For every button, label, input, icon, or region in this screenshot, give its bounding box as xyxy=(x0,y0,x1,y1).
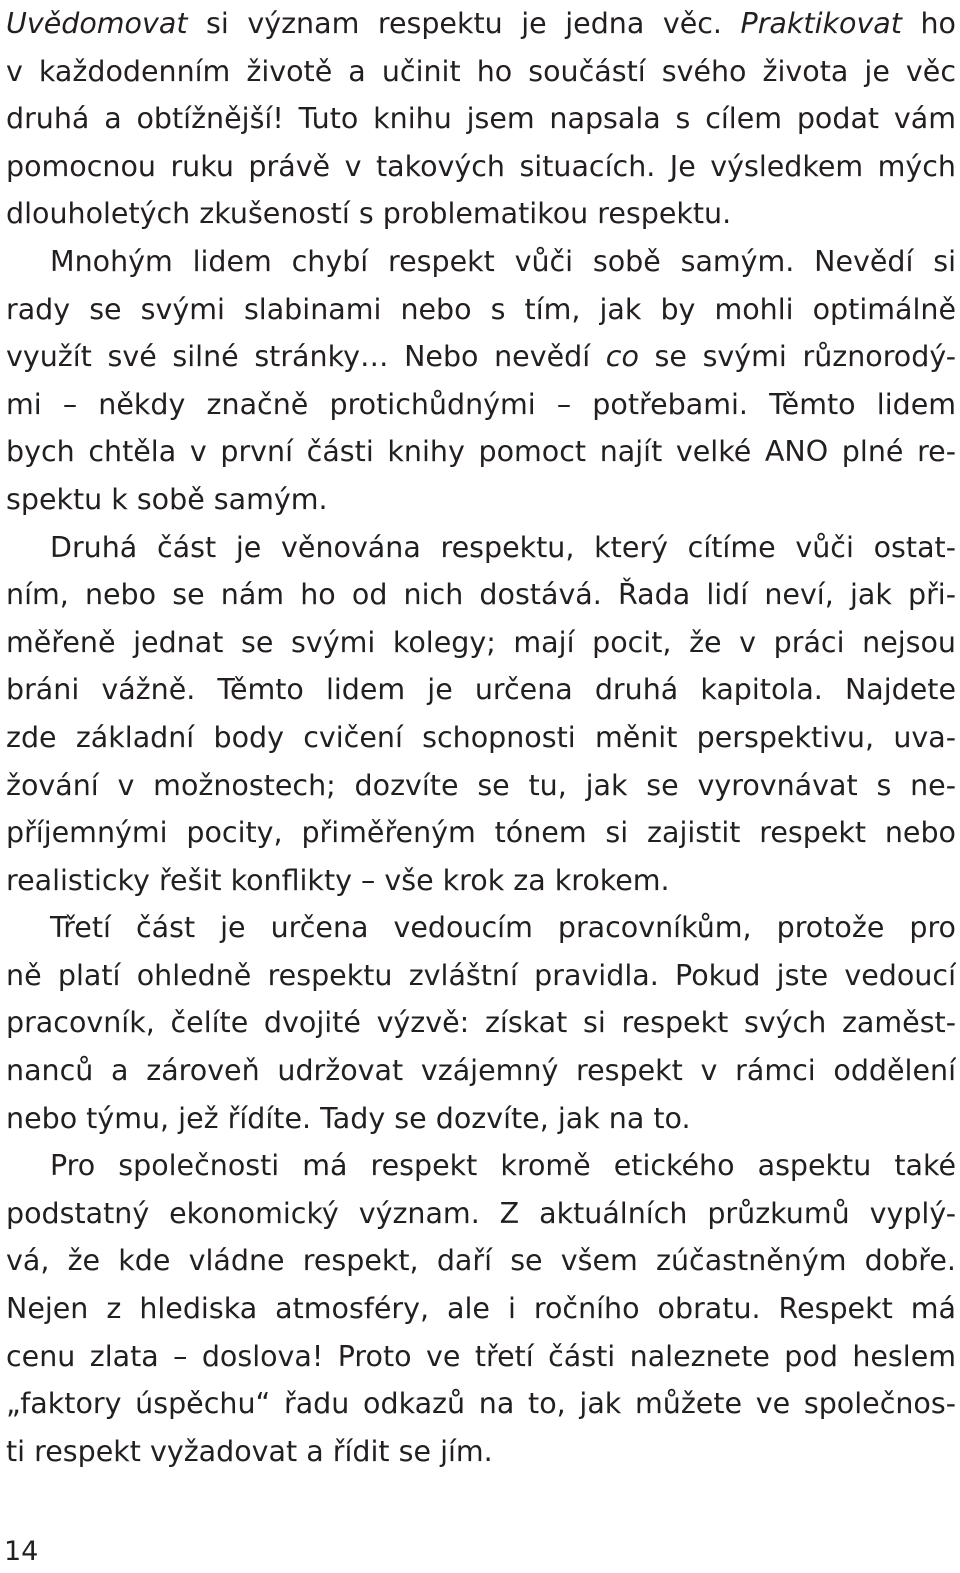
text-line: rady se svými slabinami nebo s tím, jak by mohli optimálně xyxy=(6,292,956,326)
paragraph-3 xyxy=(6,524,956,905)
text-line: měřeně jednat se svými kolegy; mají pocit, že v práci nejsou xyxy=(6,625,956,659)
text-line: zde základní body cvičení schopnosti měnit perspektivu, uva- xyxy=(6,720,956,754)
page-number: 14 xyxy=(4,1536,39,1567)
text-line: ně platí ohledně respektu zvláštní pravidla. Pokud jste vedoucí xyxy=(6,958,956,992)
text-line: „faktory úspěchu“ řadu odkazů na to, jak můžete ve společnos- xyxy=(6,1387,956,1421)
page-body xyxy=(6,0,956,1475)
emphasis: Uvědomovat xyxy=(6,7,188,40)
paragraph-4 xyxy=(6,904,956,1142)
text-line: bych chtěla v první části knihy pomoct najít velké ANO plné re- xyxy=(6,435,956,469)
text-line: Uvědomovat si význam respektu je jedna věc. Praktikovat ho xyxy=(6,7,956,40)
text-line: využít své silné stránky… Nebo nevědí co se svými různorodý- xyxy=(6,340,956,374)
text-line: cenu zlata – doslova! Proto ve třetí části naleznete pod heslem xyxy=(6,1339,956,1373)
text-line: pomocnou ruku právě v takových situacích. Je výsledkem mých xyxy=(6,149,956,183)
emphasis: Praktikovat xyxy=(740,7,902,40)
text-line: mi – někdy značně protichůdnými – potřebami. Těmto lidem xyxy=(6,387,956,421)
text-line: Druhá část je věnována respektu, který cítíme vůči ostat- xyxy=(50,530,956,564)
text-line: Pro společnosti má respekt kromě etického aspektu také xyxy=(50,1149,956,1183)
text-line: žování v možnostech; dozvíte se tu, jak se vyrovnávat s ne- xyxy=(6,768,956,802)
text-line: v každodenním životě a učinit ho součástí svého života je věc xyxy=(6,54,956,88)
text-line: druhá a obtížnější! Tuto knihu jsem napsala s cílem podat vám xyxy=(6,102,956,136)
text-line: spektu k sobě samým. xyxy=(6,482,328,516)
paragraph-2 xyxy=(6,238,956,524)
text-line: realisticky řešit konflikty – vše krok za krokem. xyxy=(6,863,670,897)
text-line: podstatný ekonomický význam. Z aktuálních průzkumů vyplý- xyxy=(6,1196,956,1230)
text-line: pracovník, čelíte dvojité výzvě: získat si respekt svých zaměst- xyxy=(6,1006,956,1040)
emphasis: co xyxy=(605,340,639,374)
text-line: Mnohým lidem chybí respekt vůči sobě samým. Nevědí si xyxy=(50,244,956,278)
text-line: dlouholetých zkušeností s problematikou respektu. xyxy=(6,197,732,231)
text-line: Třetí část je určena vedoucím pracovníkům, protože pro xyxy=(50,911,956,945)
text-line: příjemnými pocity, přiměřeným tónem si zajistit respekt nebo xyxy=(6,816,956,850)
text-line: Nejen z hlediska atmosféry, ale i ročního obratu. Respekt má xyxy=(6,1292,956,1326)
text-line: nebo týmu, jež řídíte. Tady se dozvíte, jak na to. xyxy=(6,1101,691,1135)
paragraph-5 xyxy=(6,1142,956,1475)
text-line: ním, nebo se nám ho od nich dostává. Řada lidí neví, jak při- xyxy=(6,578,956,612)
text-line: vá, že kde vládne respekt, daří se všem zúčastněným dobře. xyxy=(6,1244,956,1278)
text-line: ti respekt vyžadovat a řídit se jím. xyxy=(6,1434,493,1468)
text-line: nanců a zároveň udržovat vzájemný respekt v rámci oddělení xyxy=(6,1054,956,1088)
paragraph-1 xyxy=(6,0,956,238)
text-line: bráni vážně. Těmto lidem je určena druhá kapitola. Najdete xyxy=(6,673,956,707)
